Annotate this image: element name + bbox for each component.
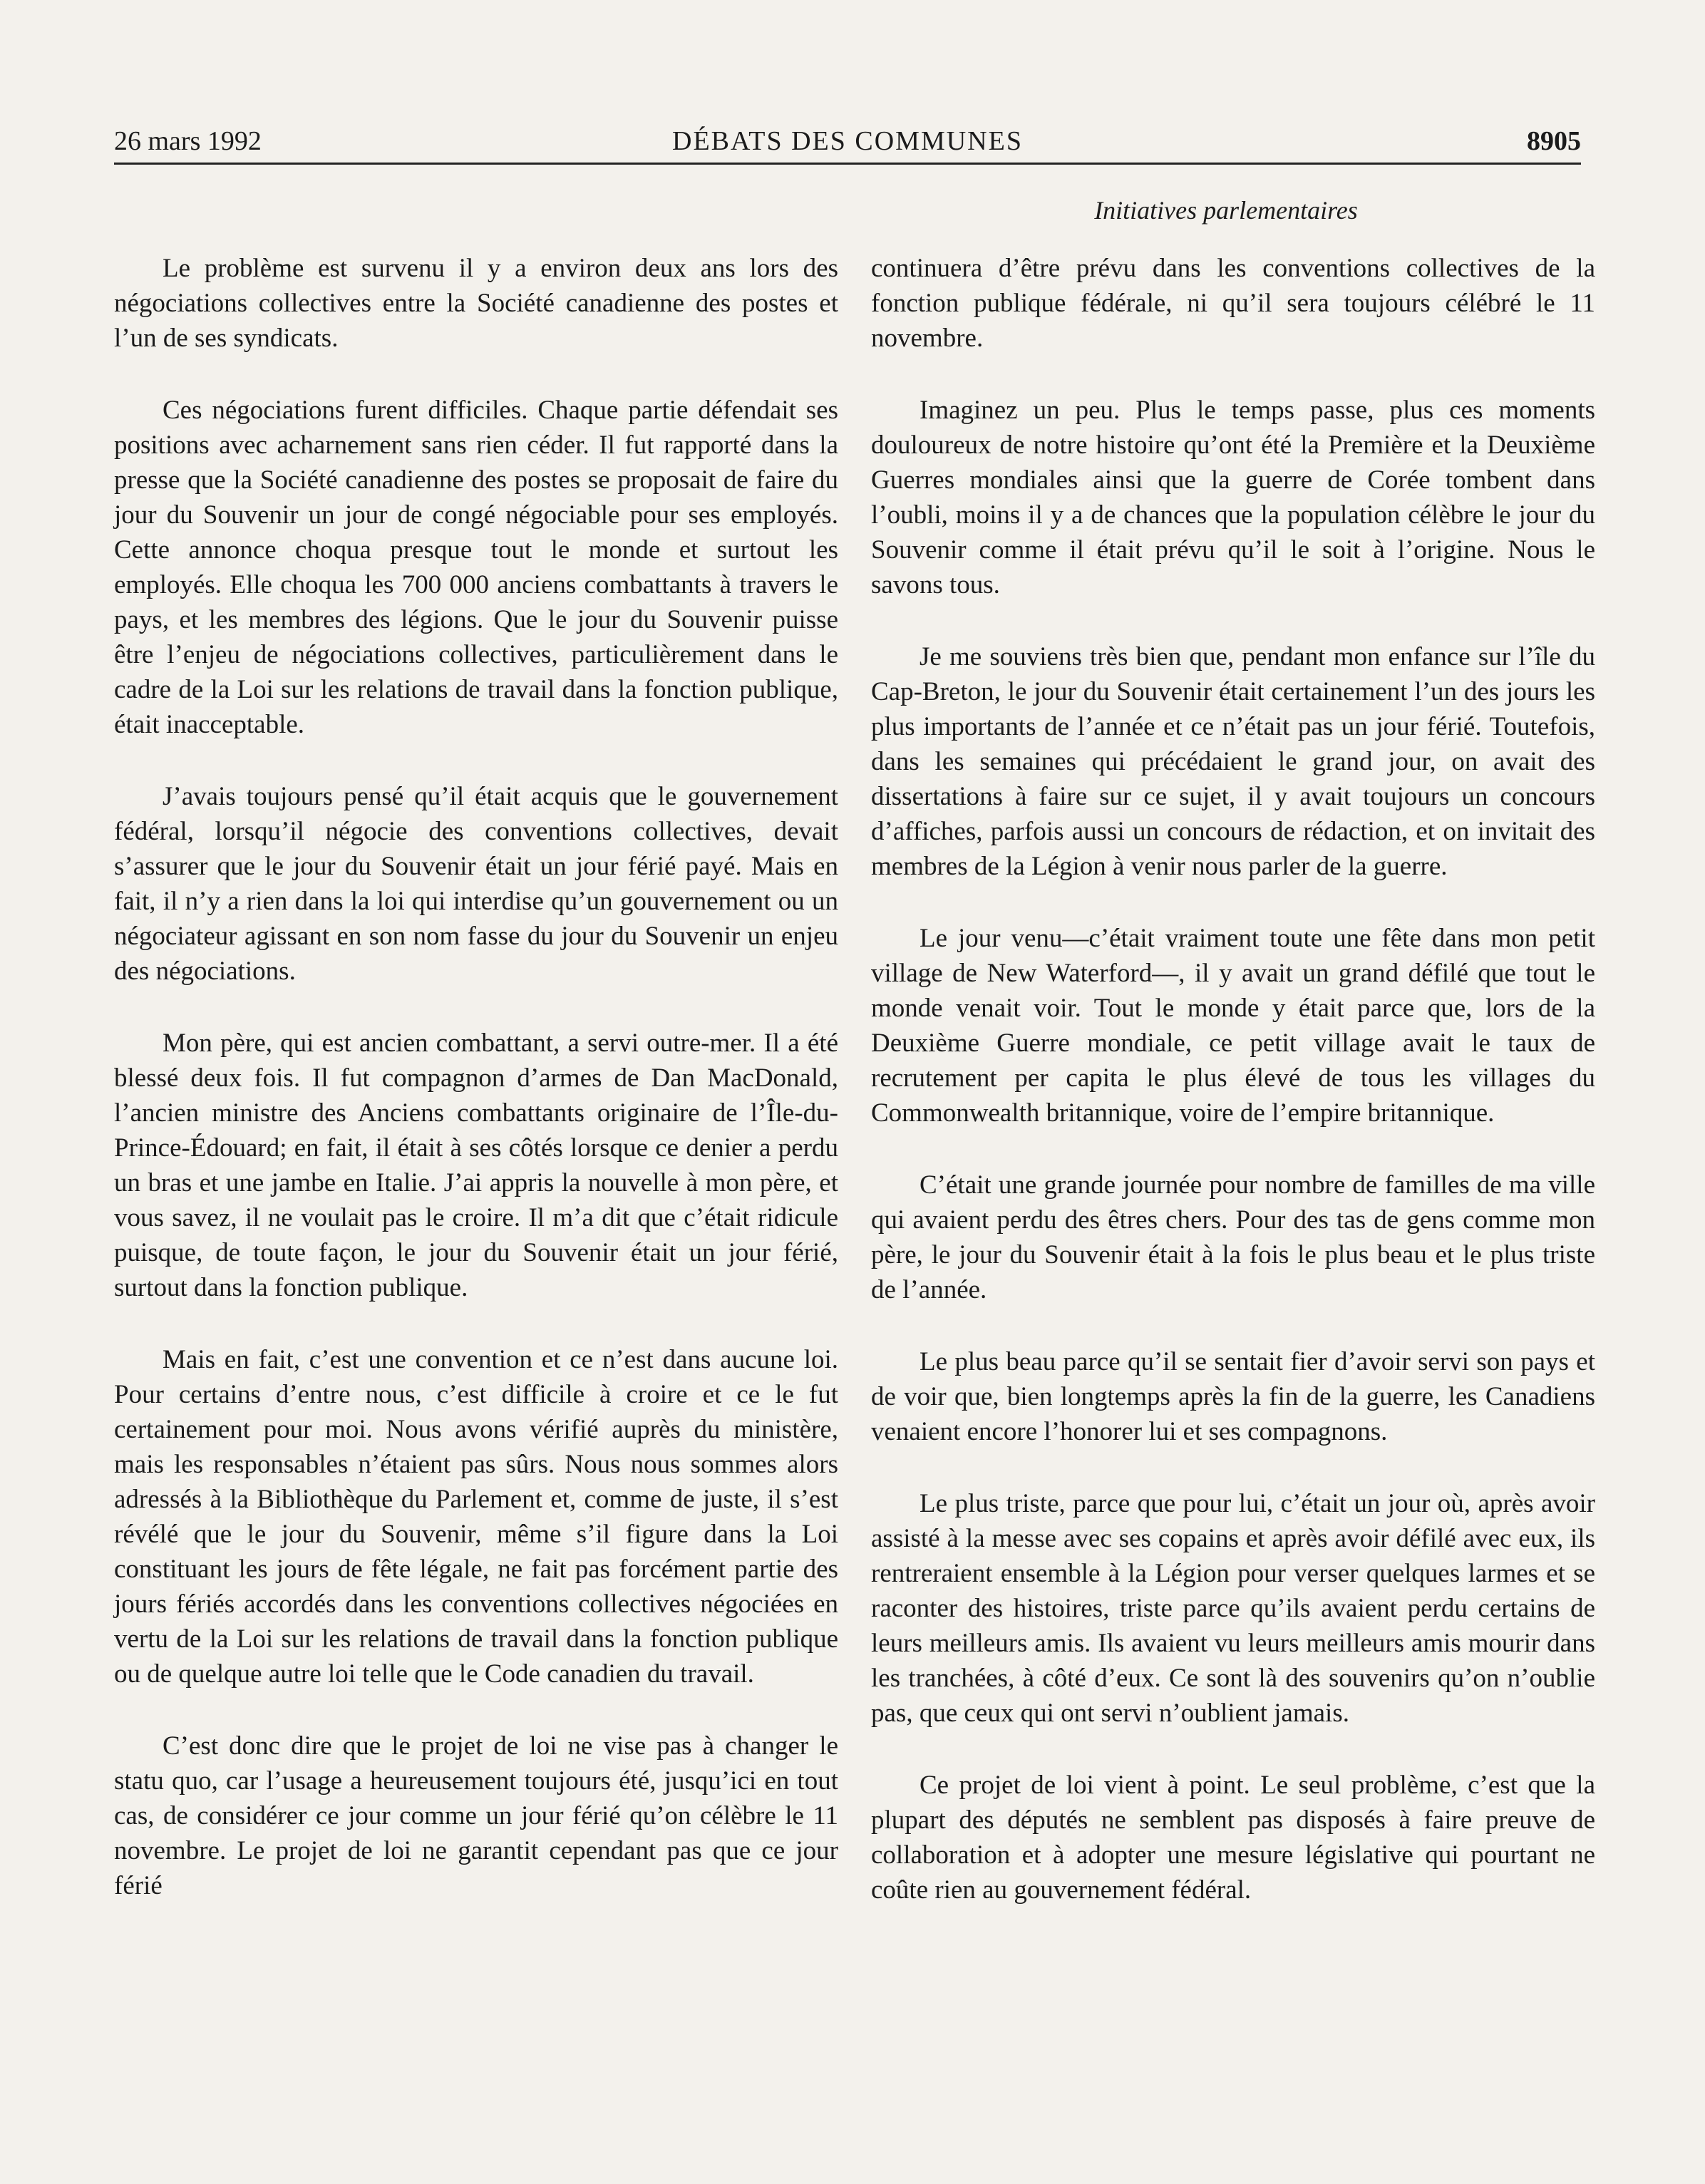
paragraph: Ce projet de loi vient à point. Le seul problème, c’est que la plupart des députés ne semblent pas disposés à faire preuve de collaboration et à adopter une mesure législative qui pourtant ne coûte rien au gouvernement fédéral. — [871, 1771, 1595, 1905]
paragraph: Je me souviens très bien que, pendant mon enfance sur l’île du Cap-Breton, le jour du Souvenir était certainement l’un des jours les plus importants de l’année et ce n’était pas un jour férié. Toutefois, dans les semaines qui précédaient le grand jour, on avait des dissertations à faire sur ce sujet, il y avait toujours un concours d’affiches, parfois aussi un concours de rédaction, et on invitait des membres de la Légion à venir nous parler de la guerre. — [871, 642, 1595, 881]
paragraph: Le jour venu—c’était vraiment toute une fête dans mon petit village de New Waterford—, il y avait un grand défilé que tout le monde venait voir. Tout le monde y était parce que, lors de la Deuxième Guerre mondiale, ce petit village avait le taux de recrutement per capita le plus élevé de tous les villages du Commonwealth britannique, voire de l’empire britannique. — [871, 924, 1595, 1128]
paragraph: Ces négociations furent difficiles. Chaque partie défendait ses positions avec acharnement sans rien céder. Il fut rapporté dans la presse que la Société canadienne des postes se proposait de faire du jour du Souvenir un jour de congé négociable pour ses employés. Cette annonce choqua presque tout le monde et surtout les employés. Elle choqua les 700 000 anciens combattants à travers le pays, et les membres des légions. Que le jour du Souvenir puisse être l’enjeu de négociations collectives, particulièrement dans le cadre de la Loi sur les relations de travail dans la fonction publique, était inacceptable. — [114, 396, 838, 739]
left-column — [114, 251, 838, 1940]
paragraph: Mais en fait, c’est une convention et ce n’est dans aucune loi. Pour certains d’entre nous, c’est difficile à croire et ce le fut certainement pour moi. Nous avons vérifié auprès du ministère, mais les responsables n’étaient pas sûrs. Nous nous sommes alors adressés à la Bibliothèque du Parlement et, comme de juste, il s’est révélé que le jour du Souvenir, même s’il figure dans la Loi constituant les jours de fête légale, ne fait pas forcément partie des jours fériés accordés dans les conventions collectives négociées en vertu de la Loi sur les relations de travail dans la fonction publique ou de quelque autre loi telle que le Code canadien du travail. — [114, 1345, 838, 1689]
paragraph: C’est donc dire que le projet de loi ne vise pas à changer le statu quo, car l’usage a heureusement toujours été, jusqu’ici en tout cas, de considérer ce jour comme un jour férié qu’on célèbre le 11 novembre. Le projet de loi ne garantit cependant pas que ce jour férié — [114, 1731, 838, 1900]
paragraph-continuation: continuera d’être prévu dans les conventions collectives de la fonction publique fédérale, ni qu’il sera toujours célébré le 11 novembre. — [871, 254, 1595, 353]
paragraph: Le problème est survenu il y a environ deux ans lors des négociations collectives entre la Société canadienne des postes et l’un de ses syndicats. — [114, 254, 838, 353]
section-title: Initiatives parlementaires — [1094, 196, 1358, 225]
header-journal-title: DÉBATS DES COMMUNES — [672, 126, 1023, 156]
paragraph: Imaginez un peu. Plus le temps passe, plus ces moments douloureux de notre histoire qu’ont été la Première et la Deuxième Guerres mondiales ainsi que la guerre de Corée tombent dans l’oubli, moins il y a de chances que la population célèbre le jour du Souvenir comme il était prévu qu’il le soit à l’origine. Nous le savons tous. — [871, 396, 1595, 599]
paragraph: Mon père, qui est ancien combattant, a servi outre-mer. Il a été blessé deux fois. Il fut compagnon d’armes de Dan MacDonald, l’ancien ministre des Anciens combattants originaire de l’Île-du-Prince-Édouard; en fait, il était à ses côtés lorsque ce denier a perdu un bras et une jambe en Italie. J’ai appris la nouvelle à mon père, et vous savez, il ne voulait pas le croire. Il m’a dit que c’était ridicule puisque, de toute façon, le jour du Souvenir était un jour férié, surtout dans la fonction publique. — [114, 1029, 838, 1302]
paragraph: Le plus triste, parce que pour lui, c’était un jour où, après avoir assisté à la messe avec ses copains et après avoir défilé avec eux, ils rentreraient ensemble à la Légion pour verser quelques larmes et se raconter des histoires, triste parce qu’ils avaient perdu certains de leurs meilleurs amis. Ils avaient vu leurs meilleurs amis mourir dans les tranchées, à côté d’eux. Ce sont là des souvenirs qu’on n’oublie pas, que ceux qui ont servi n’oublient jamais. — [871, 1489, 1595, 1728]
paragraph: J’avais toujours pensé qu’il était acquis que le gouvernement fédéral, lorsqu’il négocie des conventions collectives, devait s’assurer que le jour du Souvenir était un jour férié payé. Mais en fait, il n’y a rien dans la loi qui interdise qu’un gouvernement ou un négociateur agissant en son nom fasse du jour du Souvenir un enjeu des négociations. — [114, 782, 838, 986]
right-column — [871, 251, 1595, 1945]
header-page-number: 8905 — [1527, 126, 1581, 156]
paragraph: Le plus beau parce qu’il se sentait fier d’avoir servi son pays et de voir que, bien longtemps après la fin de la guerre, les Canadiens venaient encore l’honorer lui et ses compagnons. — [871, 1347, 1595, 1446]
paragraph: C’était une grande journée pour nombre de familles de ma ville qui avaient perdu des êtres chers. Pour des tas de gens comme mon père, le jour du Souvenir était à la fois le plus beau et le plus triste de l’année. — [871, 1170, 1595, 1304]
header-date: 26 mars 1992 — [114, 126, 262, 156]
page-header — [114, 120, 1581, 165]
